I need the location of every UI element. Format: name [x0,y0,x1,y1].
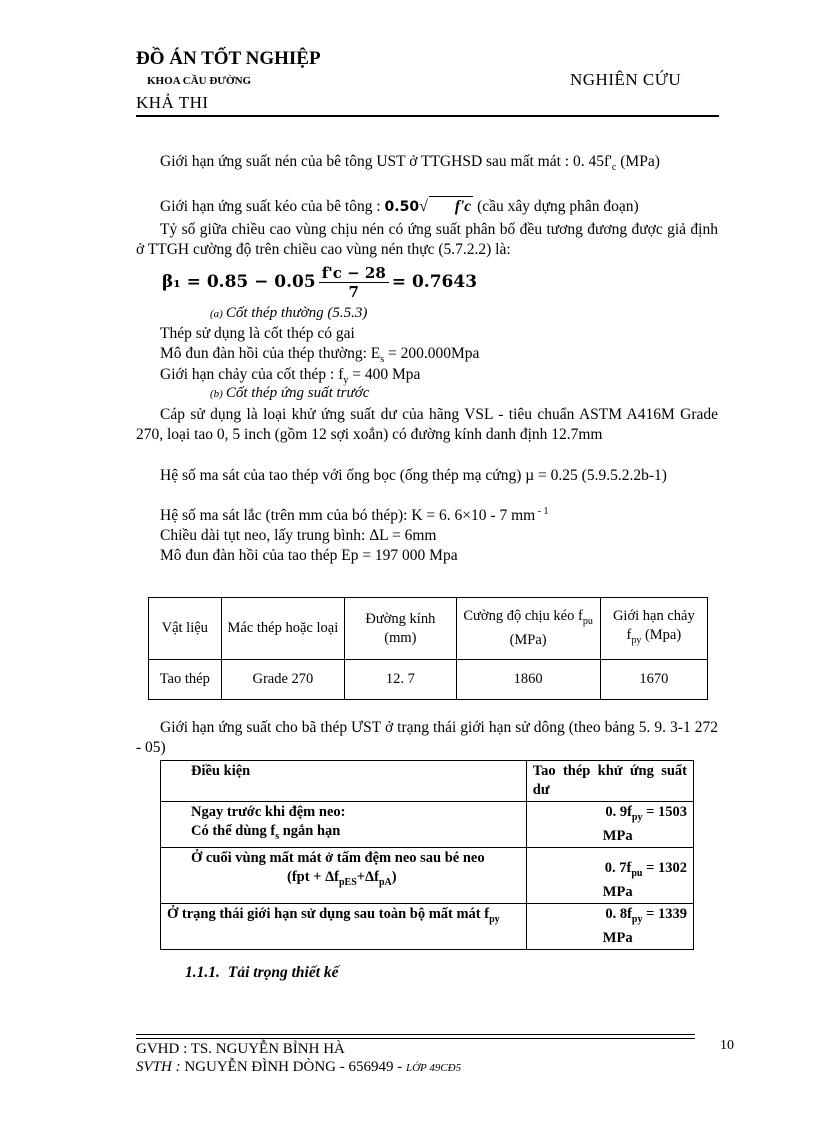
footer-divider [136,1034,695,1035]
table-header-cell: Đường kính (mm) [345,598,456,660]
paragraph-stress-limits: Giới hạn ứng suất cho bã thép ƯST ở trạng thái giới hạn sử dông (theo bảng 5. 9. 3-1 272 - 05) [136,719,718,756]
table-row [161,847,694,903]
table-header-row [161,761,694,802]
footer-supervisor: GVHD : TS. NGUYỄN BỈNH HÀ [136,1041,345,1057]
table-row [161,802,694,848]
table-header-row [149,598,708,660]
header-subtitle: KHẢ THI [136,93,209,112]
line-wobble: Hệ số ma sát lắc (trên mm của bó thép): K = 6. 6×10 - 7 mm $^{- 1}$ [160,506,549,525]
department-label: KHOA CẦU ĐƯỜNG [147,75,252,87]
paragraph-tension-limit: Giới hạn ứng suất kéo của bê tông : 0.50√ f'c (cầu xây dựng phân đoạn) [160,198,639,215]
steel-properties-table [148,597,708,700]
document-title: ĐỒ ÁN TỐT NGHIỆP [136,48,321,69]
table-cell: Tao thép [149,660,222,700]
line-anchor-slip: Chiều dài tụt neo, lấy trung bình: ΔL = 6mm [160,527,437,544]
table-cell: 0. $7f_{pu} = 1302$ MPa [526,847,693,903]
subsection-regular-steel: (a) Cốt thép thường (5.5.3) [210,305,368,321]
header-divider [136,115,719,117]
subsection-prestress-steel: (b) Cốt thép ứng suất trước [210,385,370,401]
footer-divider [136,1038,695,1039]
table-cell: 1860 [456,660,600,700]
line-steel-type: Thép sử dụng là cốt thép có gai [160,325,355,342]
table-header-cell: Mác thép hoặc loại [221,598,345,660]
table-row [149,660,708,700]
paragraph-friction: Hệ số ma sát của tao thép với ống bọc (ống thép mạ cứng) µ = 0.25 (5.9.5.2.2b-1) [160,467,667,484]
paragraph-beta-ratio: Tỷ số giữa chiều cao vùng chịu nén có ứng suất phân bố đều tương đương được giả định ở TTGH cường độ trên chiều cao vùng nén thực (5.7.2.2) là: [136,221,718,258]
table-cell: Ngay trước khi đệm neo: Có thể dùng $f_s$ ngắn hạn [161,802,527,848]
table-cell: 12. 7 [345,660,456,700]
table-cell: 0. $8f_{py} = 1339$ MPa [526,903,693,949]
paragraph-cable-spec: Cáp sử dụng là loại khử ứng suất dư của hãng VSL - tiêu chuẩn ASTM A416M Grade 270, loại tao 0, 5 inch (gồm 12 sợi xoắn) có đường kính danh định 12.7mm [136,406,718,443]
header-right-title: NGHIÊN CỨU [570,70,682,89]
footer-student: SVTH : NGUYỄN ĐÌNH DÒNG - 656949 - LỚP 49CĐ5 [136,1059,462,1075]
page-number: 10 [720,1038,734,1053]
stress-limit-table [160,760,694,950]
section-heading: 1.1.1. Tải trọng thiết kế [185,964,339,981]
table-cell: Ở cuối vùng mất mát ở tấm đệm neo sau bé neo $(fpt + \Delta f_{pES}+\Delta f_{pA})$ [161,847,527,903]
table-row [161,903,694,949]
table-cell: Ở trạng thái giới hạn sử dụng sau toàn bộ mất mát $f_{py}$ [161,903,527,949]
table-cell: 0. $9f_{py} = 1503$ MPa [526,802,693,848]
table-cell: Grade 270 [221,660,345,700]
table-header-cell: Cường độ chịu kéo $f_{pu}$ (MPa) [456,598,600,660]
table-header-cell: Giới hạn chảy $f_{py}$ (Mpa) [600,598,707,660]
paragraph-compression-limit: Giới hạn ứng suất nén của bê tông UST ở TTGHSD sau mất mát : 0. $45f'_c$ (MPa) [160,153,660,174]
table-header-cell: Tao thép khử ứng suất dư [526,761,693,802]
line-yield-strength: Giới hạn chảy của cốt thép : $f_y = 400$ Mpa [160,366,421,387]
line-strand-modulus: Mô đun đàn hồi của tao thép Ep = 197 000 Mpa [160,547,458,564]
table-header-cell: Điều kiện [161,761,527,802]
table-header-cell: Vật liệu [149,598,222,660]
beta-formula: β₁ = 0.85 − 0.05 $\frac{f'c - 28}{7}$ = 0.7643 [162,264,478,301]
table-cell: 1670 [600,660,707,700]
line-steel-modulus: Mô đun đàn hồi của thép thường: $E_s = 200.000Mpa$ [160,345,480,366]
